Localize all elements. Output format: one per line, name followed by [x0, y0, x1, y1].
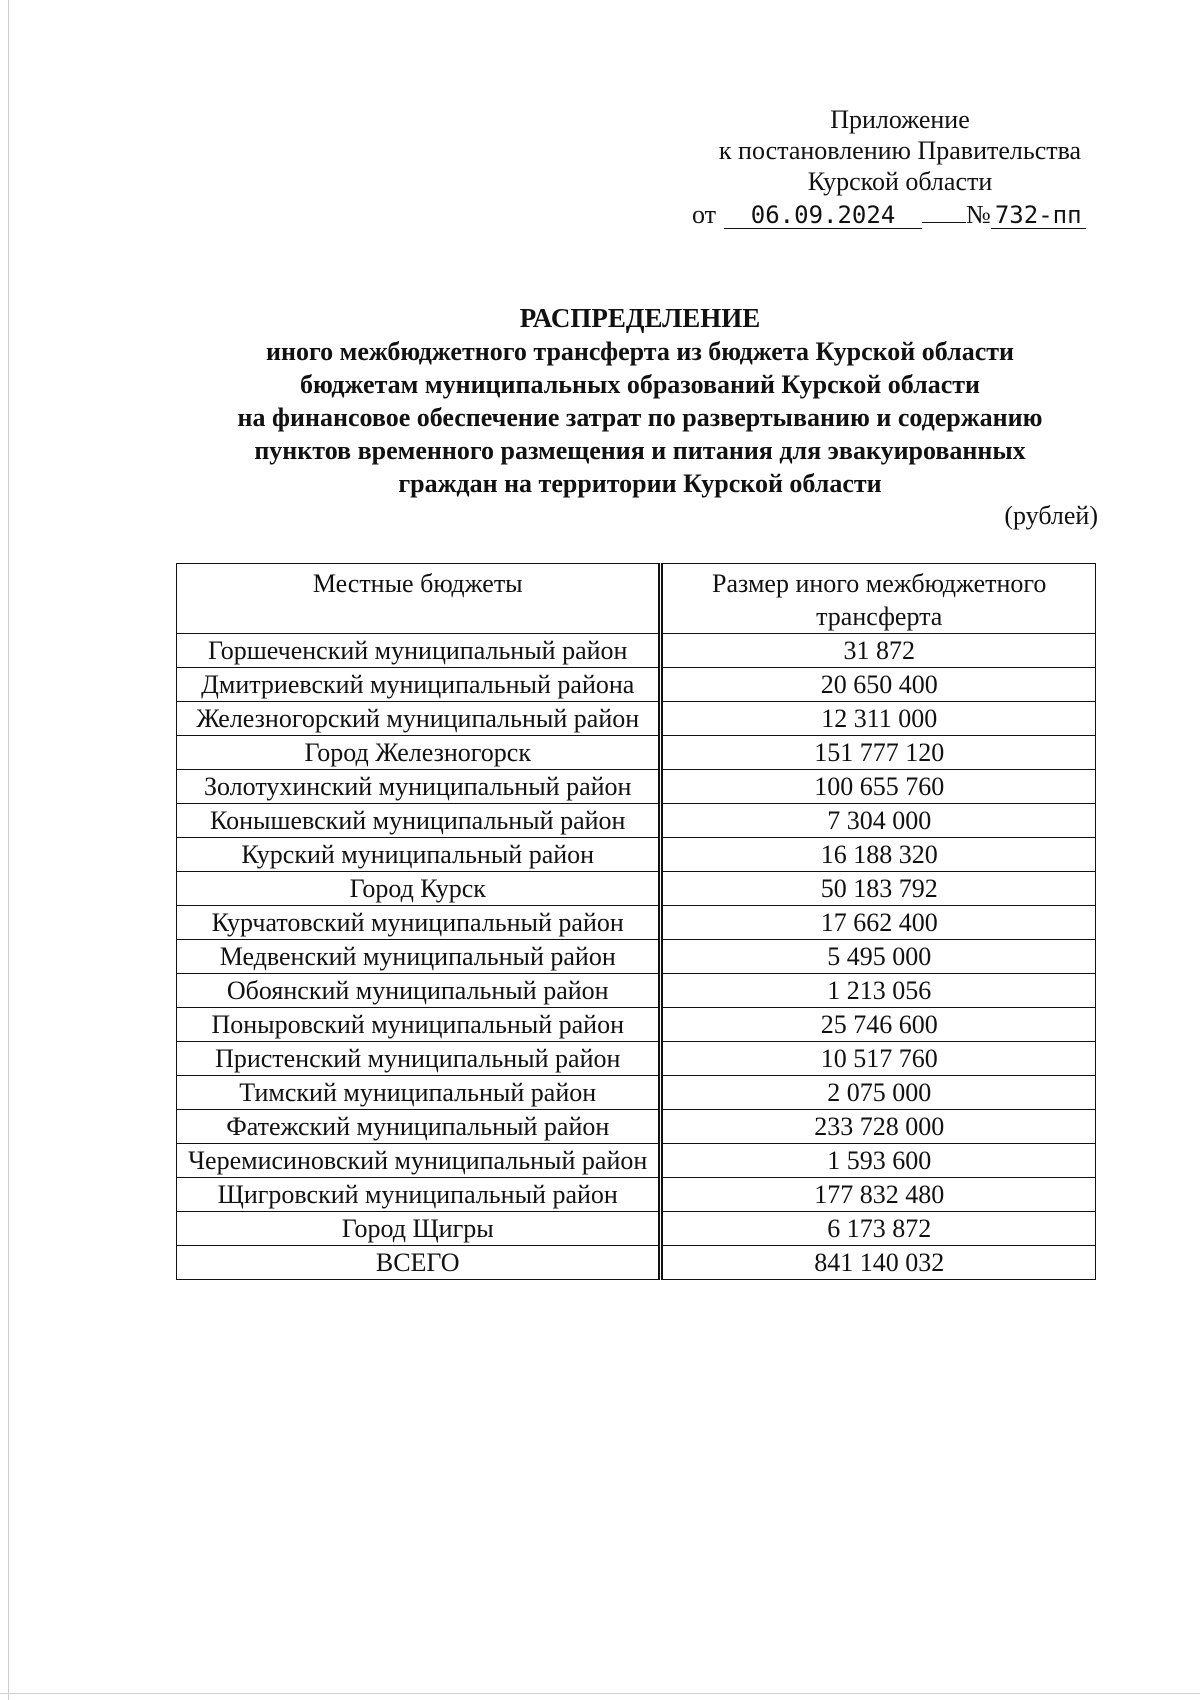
budget-name-cell: Железногорский муниципальный район [177, 702, 661, 736]
budget-name-cell: Курский муниципальный район [177, 838, 661, 872]
appendix-to: к постановлению Правительства [718, 136, 1082, 165]
amount-cell: 2 075 000 [661, 1076, 1096, 1110]
amount-cell: 100 655 760 [661, 770, 1096, 804]
table-row [177, 1110, 1096, 1144]
budget-name-cell: Город Железногорск [177, 736, 661, 770]
table-row [177, 1178, 1096, 1212]
total-amount: 841 140 032 [661, 1246, 1096, 1280]
title-line: бюджетам муниципальных образований Курской области [300, 370, 980, 399]
amount-cell: 25 746 600 [661, 1008, 1096, 1042]
budget-name-cell: Черемисиновский муниципальный район [177, 1144, 661, 1178]
table-total-row [177, 1246, 1096, 1280]
number-sign: № [966, 200, 991, 229]
total-label: ВСЕГО [177, 1246, 661, 1280]
budget-name-cell: Золотухинский муниципальный район [177, 770, 661, 804]
table-body [177, 634, 1096, 1280]
table-row [177, 838, 1096, 872]
amount-cell: 1 213 056 [661, 974, 1096, 1008]
amount-cell: 233 728 000 [661, 1110, 1096, 1144]
amount-cell: 12 311 000 [661, 702, 1096, 736]
table-row [177, 1008, 1096, 1042]
budget-name-cell: Город Курск [177, 872, 661, 906]
amount-cell: 20 650 400 [661, 668, 1096, 702]
amount-cell: 1 593 600 [661, 1144, 1096, 1178]
table-row [177, 1076, 1096, 1110]
page-edge-left [8, 0, 9, 1700]
table-row [177, 872, 1096, 906]
date-prefix: от [692, 200, 717, 229]
table-row [177, 1144, 1096, 1178]
title-line: иного межбюджетного трансферта из бюджета Курской области [266, 337, 1014, 366]
amount-cell: 177 832 480 [661, 1178, 1096, 1212]
appendix-title: Приложение [830, 105, 970, 134]
table-row [177, 736, 1096, 770]
budget-name-cell: Курчатовский муниципальный район [177, 906, 661, 940]
table-row [177, 668, 1096, 702]
title-main: РАСПРЕДЕЛЕНИЕ [519, 303, 761, 333]
title-line: граждан на территории Курской области [398, 469, 882, 498]
amount-cell: 31 872 [661, 634, 1096, 668]
resolution-number: 732-пп [991, 202, 1086, 229]
table-row [177, 940, 1096, 974]
budget-name-cell: Конышевский муниципальный район [177, 804, 661, 838]
amount-cell: 5 495 000 [661, 940, 1096, 974]
budget-name-cell: Обоянский муниципальный район [177, 974, 661, 1008]
budget-name-cell: Пристенский муниципальный район [177, 1042, 661, 1076]
budget-name-cell: Фатежский муниципальный район [177, 1110, 661, 1144]
table-row [177, 974, 1096, 1008]
page-edge-bottom [0, 1693, 1200, 1694]
budget-name-cell: Дмитриевский муниципальный района [177, 668, 661, 702]
column-header-budget: Местные бюджеты [177, 564, 661, 634]
units-label: (рублей) [1004, 501, 1098, 530]
budget-name-cell: Медвенский муниципальный район [177, 940, 661, 974]
table-row [177, 1212, 1096, 1246]
table-row [177, 770, 1096, 804]
resolution-date: 06.09.2024 [724, 202, 922, 229]
appendix-region: Курской области [807, 167, 993, 196]
title-line: на финансовое обеспечение затрат по развертыванию и содержанию [237, 403, 1043, 432]
budget-name-cell: Тимский муниципальный район [177, 1076, 661, 1110]
appendix-header [660, 104, 1140, 230]
amount-cell: 16 188 320 [661, 838, 1096, 872]
budget-table [176, 563, 1096, 1280]
budget-name-cell: Поныровский муниципальный район [177, 1008, 661, 1042]
resolution-date-row [692, 199, 1140, 230]
amount-cell: 10 517 760 [661, 1042, 1096, 1076]
table-row [177, 1042, 1096, 1076]
budget-name-cell: Щигровский муниципальный район [177, 1178, 661, 1212]
amount-cell: 151 777 120 [661, 736, 1096, 770]
amount-cell: 50 183 792 [661, 872, 1096, 906]
budget-name-cell: Горшеченский муниципальный район [177, 634, 661, 668]
budget-name-cell: Город Щигры [177, 1212, 661, 1246]
amount-cell: 7 304 000 [661, 804, 1096, 838]
table-row [177, 702, 1096, 736]
table-header-row [177, 564, 1096, 634]
amount-cell: 17 662 400 [661, 906, 1096, 940]
amount-cell: 6 173 872 [661, 1212, 1096, 1246]
table-row [177, 634, 1096, 668]
table-row [177, 906, 1096, 940]
document-title [160, 302, 1120, 500]
table-row [177, 804, 1096, 838]
column-header-amount: Размер иного межбюджетного трансферта [661, 564, 1096, 634]
title-line: пунктов временного размещения и питания для эвакуированных [254, 436, 1026, 465]
date-underline-gap [922, 222, 966, 223]
